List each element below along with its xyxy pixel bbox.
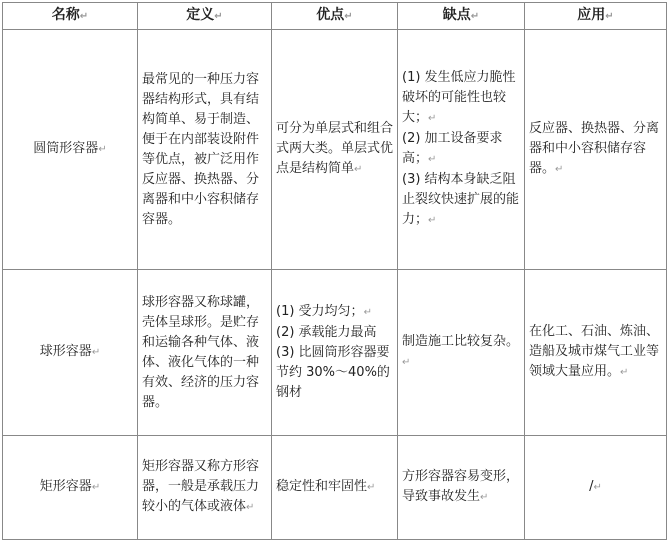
paragraph-mark-icon: ↵	[555, 164, 564, 175]
row-name-cell: 圆筒形容器↵	[3, 30, 138, 270]
paragraph-mark-icon: ↵	[428, 113, 437, 124]
paragraph-mark-icon: ↵	[620, 367, 629, 378]
paragraph-mark-icon: ↵	[470, 11, 480, 22]
list-item: (3) 结构本身缺乏阻止裂纹快速扩展的能力；↵	[402, 172, 520, 227]
advantages-cell: 稳定性和牢固性↵	[272, 436, 398, 540]
list-item: (1) 受力均匀；↵	[276, 304, 372, 319]
list-item: (2) 承载能力最高	[276, 325, 377, 340]
paragraph-mark-icon: ↵	[593, 482, 602, 493]
header-row	[3, 3, 667, 30]
definition-cell: 矩形容器又称方形容器，一般是承载压力较小的气体或液体↵	[138, 436, 272, 540]
disadvantages-cell: 方形容器容易变形，导致事故发生↵	[398, 436, 525, 540]
table-row	[3, 30, 667, 270]
paragraph-mark-icon: ↵	[98, 144, 107, 155]
header-name: 名称↵	[3, 3, 138, 30]
paragraph-mark-icon: ↵	[344, 11, 353, 22]
paragraph-mark-icon: ↵	[91, 347, 101, 358]
header-definition: 定义↵	[138, 3, 272, 30]
definition-cell: 球形容器又称球罐，壳体呈球形。是贮存和运输各种气体、液体、液化气体的一种有效、经济的压力容器。	[138, 270, 272, 436]
row-name-cell: 矩形容器↵	[3, 436, 138, 540]
paragraph-mark-icon: ↵	[428, 215, 437, 226]
disadvantages-cell: 制造施工比较复杂。↵	[398, 270, 525, 436]
header-application: 应用↵	[525, 3, 667, 30]
paragraph-mark-icon: ↵	[402, 357, 411, 368]
table-row	[3, 436, 667, 540]
list-item: (2) 加工设备要求高；↵	[402, 131, 503, 166]
paragraph-mark-icon: ↵	[246, 502, 255, 513]
paragraph-mark-icon: ↵	[354, 164, 363, 175]
application-cell: 反应器、换热器、分离器和中小容积储存容器。↵	[525, 30, 667, 270]
paragraph-mark-icon: ↵	[214, 11, 223, 22]
paragraph-mark-icon: ↵	[605, 11, 614, 22]
paragraph-mark-icon: ↵	[428, 154, 437, 165]
list-item: (3) 比圆筒形容器要节约 30%～40%的钢材	[276, 345, 390, 400]
list-item: (1) 发生低应力脆性破坏的可能性也较大；↵	[402, 70, 516, 125]
disadvantages-cell	[398, 30, 525, 270]
comparison-table	[2, 2, 667, 540]
table-row	[3, 270, 667, 436]
paragraph-mark-icon: ↵	[480, 492, 489, 503]
paragraph-mark-icon: ↵	[367, 482, 376, 493]
paragraph-mark-icon: ↵	[91, 482, 101, 493]
application-cell: /↵	[525, 436, 667, 540]
advantages-cell: 可分为单层式和组合式两大类。单层式优点是结构简单↵	[272, 30, 398, 270]
header-disadvantages: 缺点↵	[398, 3, 525, 30]
paragraph-mark-icon: ↵	[363, 307, 372, 318]
definition-cell: 最常见的一种压力容器结构形式，具有结构简单、易于制造、便于在内部装设附件等优点，被广泛用作反应器、换热器、分离器和中小容积储存容器。	[138, 30, 272, 270]
paragraph-mark-icon: ↵	[79, 11, 89, 22]
row-name-cell: 球形容器↵	[3, 270, 138, 436]
header-advantages: 优点↵	[272, 3, 398, 30]
advantages-cell	[272, 270, 398, 436]
application-cell: 在化工、石油、炼油、造船及城市煤气工业等领域大量应用。↵	[525, 270, 667, 436]
